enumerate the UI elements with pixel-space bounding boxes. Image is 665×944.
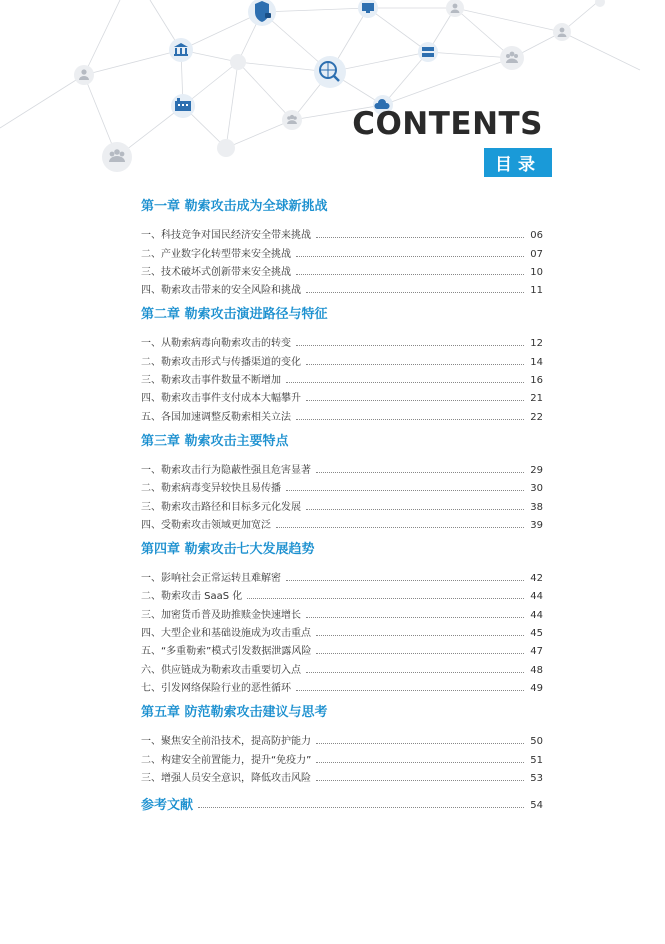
toc-entry[interactable] [141, 476, 543, 494]
toc-entry[interactable] [141, 639, 543, 657]
toc-entry-label: 四、受勒索攻击领域更加宽泛 [141, 519, 271, 531]
toc-entry-page: 42 [530, 573, 543, 585]
toc-entry-page: 22 [530, 411, 543, 423]
toc-entry-page: 49 [530, 682, 543, 694]
dot-leader [296, 256, 524, 257]
chapter-title[interactable]: 第三章 勒索攻击主要特点 [141, 433, 289, 449]
toc-entry-label: 三、勒索攻击路径和目标多元化发展 [141, 501, 301, 513]
dot-leader [286, 382, 524, 383]
toc-entry-label: 五、各国加速调整反勒索相关立法 [141, 411, 291, 423]
toc-entry-label: 五、“多重勒索”模式引发数据泄露风险 [141, 646, 312, 658]
toc-entry-label: 二、产业数字化转型带来安全挑战 [141, 248, 291, 260]
group-icon [500, 46, 524, 70]
dot-leader [306, 292, 524, 293]
toc-entry[interactable] [141, 368, 543, 386]
toc-entry[interactable] [141, 260, 543, 278]
toc-entry[interactable] [141, 566, 543, 584]
toc-entry-label: 三、勒索攻击事件数量不断增加 [141, 375, 281, 387]
dot-leader [306, 509, 524, 510]
toc-entry[interactable] [141, 513, 543, 531]
chapter-section [141, 304, 543, 422]
dot-leader [316, 780, 524, 781]
dot-leader [306, 617, 524, 618]
toc-entry[interactable] [141, 621, 543, 639]
toc-entry-label: 二、勒索攻击 SaaS 化 [141, 591, 243, 603]
chapter-section [141, 196, 543, 296]
toc-entry[interactable] [141, 676, 543, 694]
global-search-icon [314, 56, 346, 88]
toc-entry-page: 48 [530, 664, 543, 676]
dot-leader [316, 743, 524, 744]
toc-entry-label: 一、科技竞争对国民经济安全带来挑战 [141, 230, 311, 242]
user-icon [553, 23, 571, 41]
chapter-title[interactable]: 第一章 勒索攻击成为全球新挑战 [141, 199, 328, 214]
chapter-section [141, 539, 543, 694]
toc-entry[interactable] [141, 458, 543, 476]
toc-entry[interactable] [141, 494, 543, 512]
toc-entry-label: 二、勒索病毒变异较快且易传播 [141, 483, 281, 495]
toc-entry[interactable] [141, 584, 543, 602]
toc-entry-label: 六、供应链成为勒索攻击重要切入点 [141, 664, 301, 676]
dot-leader [316, 653, 524, 654]
toc-entry-page: 30 [530, 483, 543, 495]
toc-entry-page: 12 [530, 338, 543, 350]
user-icon [74, 65, 94, 85]
toc-entry[interactable] [141, 747, 543, 765]
toc-entry-page: 45 [530, 628, 543, 640]
factory-icon [171, 94, 195, 118]
chapter-section [141, 702, 543, 784]
bank-icon [169, 38, 193, 62]
toc-entry-page: 14 [530, 356, 543, 368]
toc-entry-page: 06 [530, 230, 543, 242]
toc-entry-label: 一、聚焦安全前沿技术，提高防护能力 [141, 736, 311, 748]
toc-entry[interactable] [141, 223, 543, 241]
contents-subtitle-badge: 目录 [484, 148, 552, 177]
monitor-icon [358, 0, 378, 18]
toc-entry-label: 四、大型企业和基础设施成为攻击重点 [141, 628, 311, 640]
dot-leader [306, 400, 524, 401]
toc-entry-page: 47 [530, 646, 543, 658]
chapter-title[interactable]: 第四章 勒索攻击七大发展趋势 [141, 541, 315, 557]
toc-entry-page: 11 [530, 285, 543, 297]
chapter-title[interactable]: 第五章 防范勒索攻击建议与思考 [141, 704, 328, 720]
toc-entry-page: 38 [530, 501, 543, 513]
dot-leader [316, 762, 524, 763]
toc-entry-page: 16 [530, 375, 543, 387]
toc-entry[interactable] [141, 386, 543, 404]
table-of-contents [141, 196, 543, 813]
dot-leader [247, 598, 524, 599]
network-illustration [0, 0, 665, 190]
toc-entry-page: 50 [530, 736, 543, 748]
entry-list [141, 458, 543, 531]
toc-entry-label: 三、加密货币普及助推赎金快速增长 [141, 609, 301, 621]
dot-leader [296, 345, 524, 346]
references-entry[interactable] [141, 792, 543, 813]
toc-entry-label: 二、构建安全前置能力，提升“免疫力” [141, 754, 312, 766]
toc-entry-label: 一、影响社会正常运转且难解密 [141, 573, 281, 585]
toc-entry-label: 四、勒索攻击带来的安全风险和挑战 [141, 285, 301, 297]
entry-list [141, 223, 543, 296]
dot-leader [316, 237, 524, 238]
toc-entry[interactable] [141, 278, 543, 296]
dot-leader [306, 364, 524, 365]
toc-entry-page: 53 [530, 772, 543, 784]
toc-entry-page: 39 [530, 519, 543, 531]
toc-entry[interactable] [141, 657, 543, 675]
toc-entry-label: 四、勒索攻击事件支付成本大幅攀升 [141, 393, 301, 405]
dot-leader [316, 635, 524, 636]
toc-entry-label: 一、从勒索病毒向勒索攻击的转变 [141, 338, 291, 350]
toc-entry[interactable] [141, 241, 543, 259]
chapter-title[interactable]: 第二章 勒索攻击演进路径与特征 [141, 307, 328, 323]
shield-lock-icon [248, 0, 276, 26]
dot-leader [286, 490, 524, 491]
dot-leader [296, 274, 524, 275]
toc-entry-label: 三、技术破坏式创新带来安全挑战 [141, 266, 291, 278]
references-label: 参考文献 [141, 797, 194, 813]
dot-leader [316, 472, 524, 473]
toc-entry[interactable] [141, 766, 543, 784]
dot-leader [286, 580, 524, 581]
toc-entry[interactable] [141, 404, 543, 422]
toc-entry-label: 一、勒索攻击行为隐蔽性强且危害显著 [141, 464, 311, 476]
toc-entry[interactable] [141, 331, 543, 349]
dot-leader [276, 527, 524, 528]
chapter-section [141, 431, 543, 531]
toc-entry[interactable] [141, 729, 543, 747]
toc-entry-page: 44 [530, 591, 543, 603]
toc-entry-page: 21 [530, 393, 543, 405]
entry-list [141, 331, 543, 422]
toc-entry-page: 07 [530, 248, 543, 260]
toc-entry-label: 二、勒索攻击形式与传播渠道的变化 [141, 356, 301, 368]
toc-entry[interactable] [141, 602, 543, 620]
server-icon [418, 42, 438, 62]
toc-entry[interactable] [141, 349, 543, 367]
entry-list [141, 729, 543, 784]
references-page: 54 [530, 799, 543, 811]
toc-entry-page: 29 [530, 464, 543, 476]
toc-entry-page: 51 [530, 754, 543, 766]
toc-entry-page: 44 [530, 609, 543, 621]
user-icon [446, 0, 464, 17]
dot-leader [306, 672, 524, 673]
contents-title: CONTENTS [352, 106, 543, 142]
toc-entry-page: 10 [530, 266, 543, 278]
toc-entry-label: 三、增强人员安全意识，降低攻击风险 [141, 772, 311, 784]
entry-list [141, 566, 543, 694]
group-icon [282, 110, 302, 130]
dot-leader [198, 807, 524, 808]
dot-leader [296, 690, 524, 691]
group-icon [102, 142, 132, 172]
dot-leader [296, 419, 524, 420]
toc-entry-label: 七、引发网络保险行业的恶性循环 [141, 682, 291, 694]
